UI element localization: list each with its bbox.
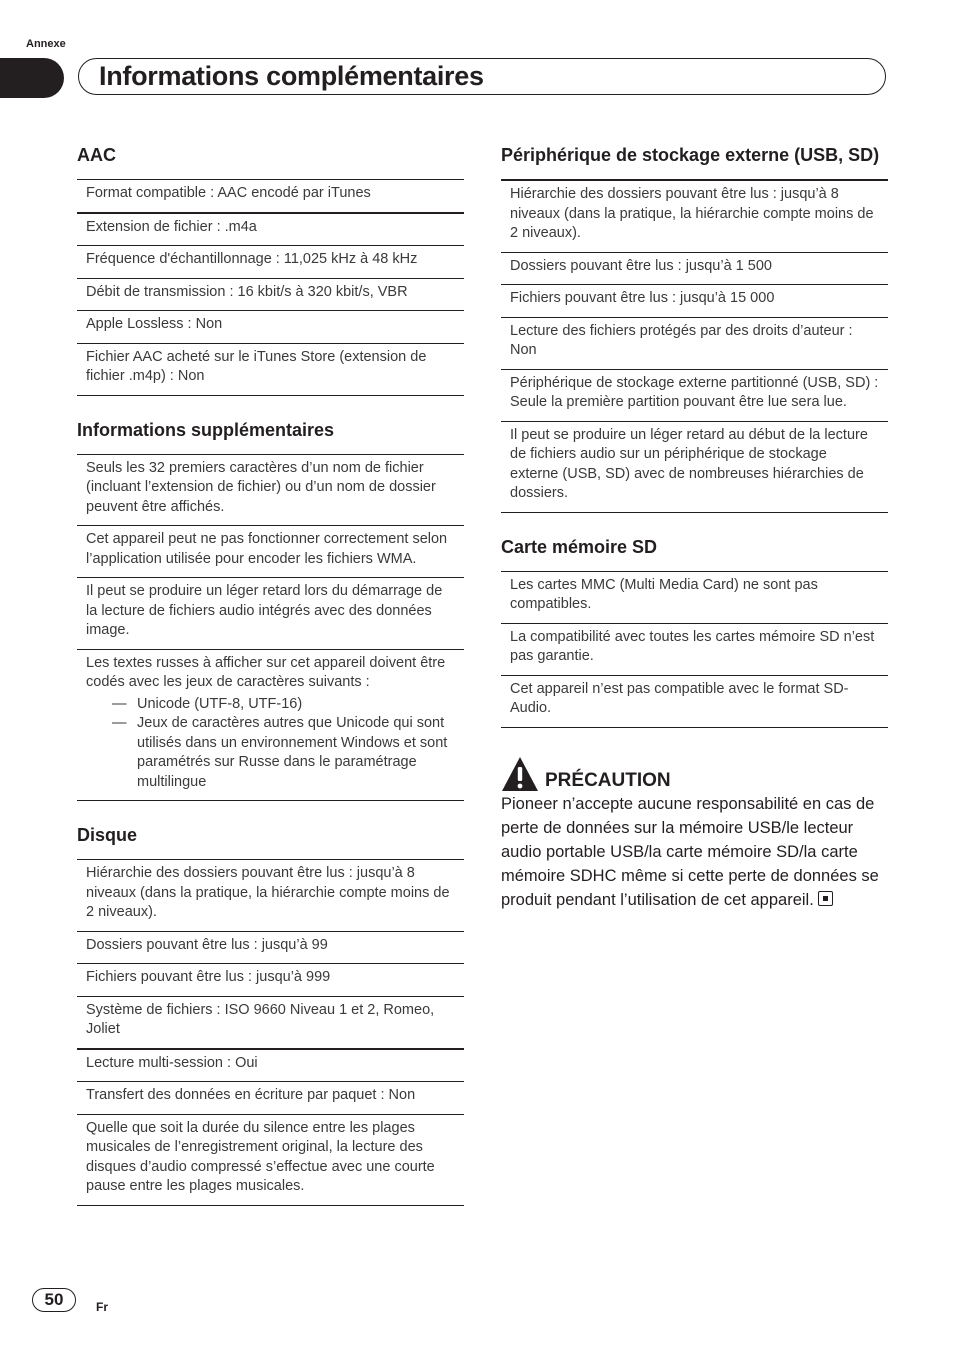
table-row: Débit de transmission : 16 kbit/s à 320 kbit/s, VBR [77,279,464,312]
sd-table [501,571,888,728]
table-row: Système de fichiers : ISO 9660 Niveau 1 et 2, Romeo, Joliet [77,997,464,1050]
list-item [86,714,455,792]
table-row: Fichier AAC acheté sur le iTunes Store (extension de fichier .m4p) : Non [77,344,464,396]
caution-paragraph: Pioneer n’accepte aucune responsabilité en cas de perte de données sur la mémoire USB/le lecteur audio portable USB/la carte mémoire SD/la carte mémoire SDHC même si cette perte de données se produit pendant l’utilisation de cet appareil. [501,794,879,909]
table-row: Quelle que soit la durée du silence entre les plages musicales de l’enregistrement original, la lecture des disques d’audio compressé s’effectue avec une courte pause entre les plages musicales. [77,1115,464,1206]
table-row: Transfert des données en écriture par paquet : Non [77,1082,464,1115]
page-title: Informations complémentaires [99,61,484,91]
language-code: Fr [96,1300,108,1314]
list-item-text: Jeux de caractères autres que Unicode qui sont utilisés dans un environnement Windows et sont paramétrés sur Russe dans le paramétrage multilingue [137,715,448,790]
left-column [77,143,464,1206]
table-row: Format compatible : AAC encodé par iTunes [77,180,464,214]
dash-icon: — [112,695,127,712]
table-row: Il peut se produire un léger retard lors du démarrage de la lecture de fichiers audio intégrés avec des données image. [77,578,464,650]
sd-title: Carte mémoire SD [501,536,658,557]
table-row: Il peut se produire un léger retard au début de la lecture de fichiers audio sur un périphérique de stockage externe (USB, SD) avec de nombreuses hiérarchies de dossiers. [501,422,888,513]
extra-info-table [77,454,464,802]
table-row: Cet appareil peut ne pas fonctionner correctement selon l’application utilisée pour encoder les fichiers WMA. [77,526,464,578]
table-row: Fichiers pouvant être lus : jusqu’à 999 [77,964,464,997]
table-row: Hiérarchie des dossiers pouvant être lus : jusqu’à 8 niveaux (dans la pratique, la hiérarchie compte moins de 2 niveaux). [77,860,464,932]
caution-text [501,792,888,912]
table-row: Apple Lossless : Non [77,311,464,344]
title-bar [78,58,886,95]
warning-triangle-icon [501,756,539,792]
table-row: Fichiers pouvant être lus : jusqu’à 15 000 [501,285,888,318]
table-row: Dossiers pouvant être lus : jusqu’à 99 [77,932,464,965]
disque-table [77,859,464,1206]
table-row: Extension de fichier : .m4a [77,214,464,247]
table-row: Lecture des fichiers protégés par des droits d’auteur : Non [501,318,888,370]
table-row: Dossiers pouvant être lus : jusqu’à 1 500 [501,253,888,286]
caution-title: PRÉCAUTION [545,769,671,791]
extra-info-title: Informations supplémentaires [77,419,335,440]
table-row: Les cartes MMC (Multi Media Card) ne sont pas compatibles. [501,572,888,624]
section-tab-marker [0,58,64,98]
right-column [501,143,888,912]
list-item [86,695,455,715]
usb-title: Périphérique de stockage externe (USB, SD) [501,145,880,165]
usb-table [501,179,888,513]
table-row: La compatibilité avec toutes les cartes mémoire SD n’est pas garantie. [501,624,888,676]
russian-intro: Les textes russes à afficher sur cet appareil doivent être codés avec les jeux de caractères suivants : [86,654,446,690]
aac-table [77,179,464,396]
caution-block [501,754,888,912]
caution-header [501,754,888,792]
table-row: Fréquence d'échantillonnage : 11,025 kHz à 48 kHz [77,246,464,279]
russian-text-row [77,650,464,802]
section-label: Annexe [26,38,66,50]
list-item-text: Unicode (UTF-8, UTF-16) [137,695,303,712]
table-row: Hiérarchie des dossiers pouvant être lus : jusqu’à 8 niveaux (dans la pratique, la hiérarchie compte moins de 2 niveaux). [501,181,888,253]
table-row: Périphérique de stockage externe partitionné (USB, SD) : Seule la première partition pouvant être lue sera lue. [501,370,888,422]
table-row: Lecture multi-session : Oui [77,1050,464,1083]
page-number: 50 [32,1288,76,1312]
disque-title: Disque [77,825,138,845]
dash-icon: — [112,715,127,731]
aac-title: AAC [77,145,116,165]
charset-list [86,695,455,793]
end-mark-icon [818,891,833,906]
table-row: Cet appareil n’est pas compatible avec le format SD-Audio. [501,676,888,728]
table-row: Seuls les 32 premiers caractères d’un nom de fichier (incluant l’extension de fichier) ou d’un nom de dossier peuvent être affichés. [77,455,464,527]
